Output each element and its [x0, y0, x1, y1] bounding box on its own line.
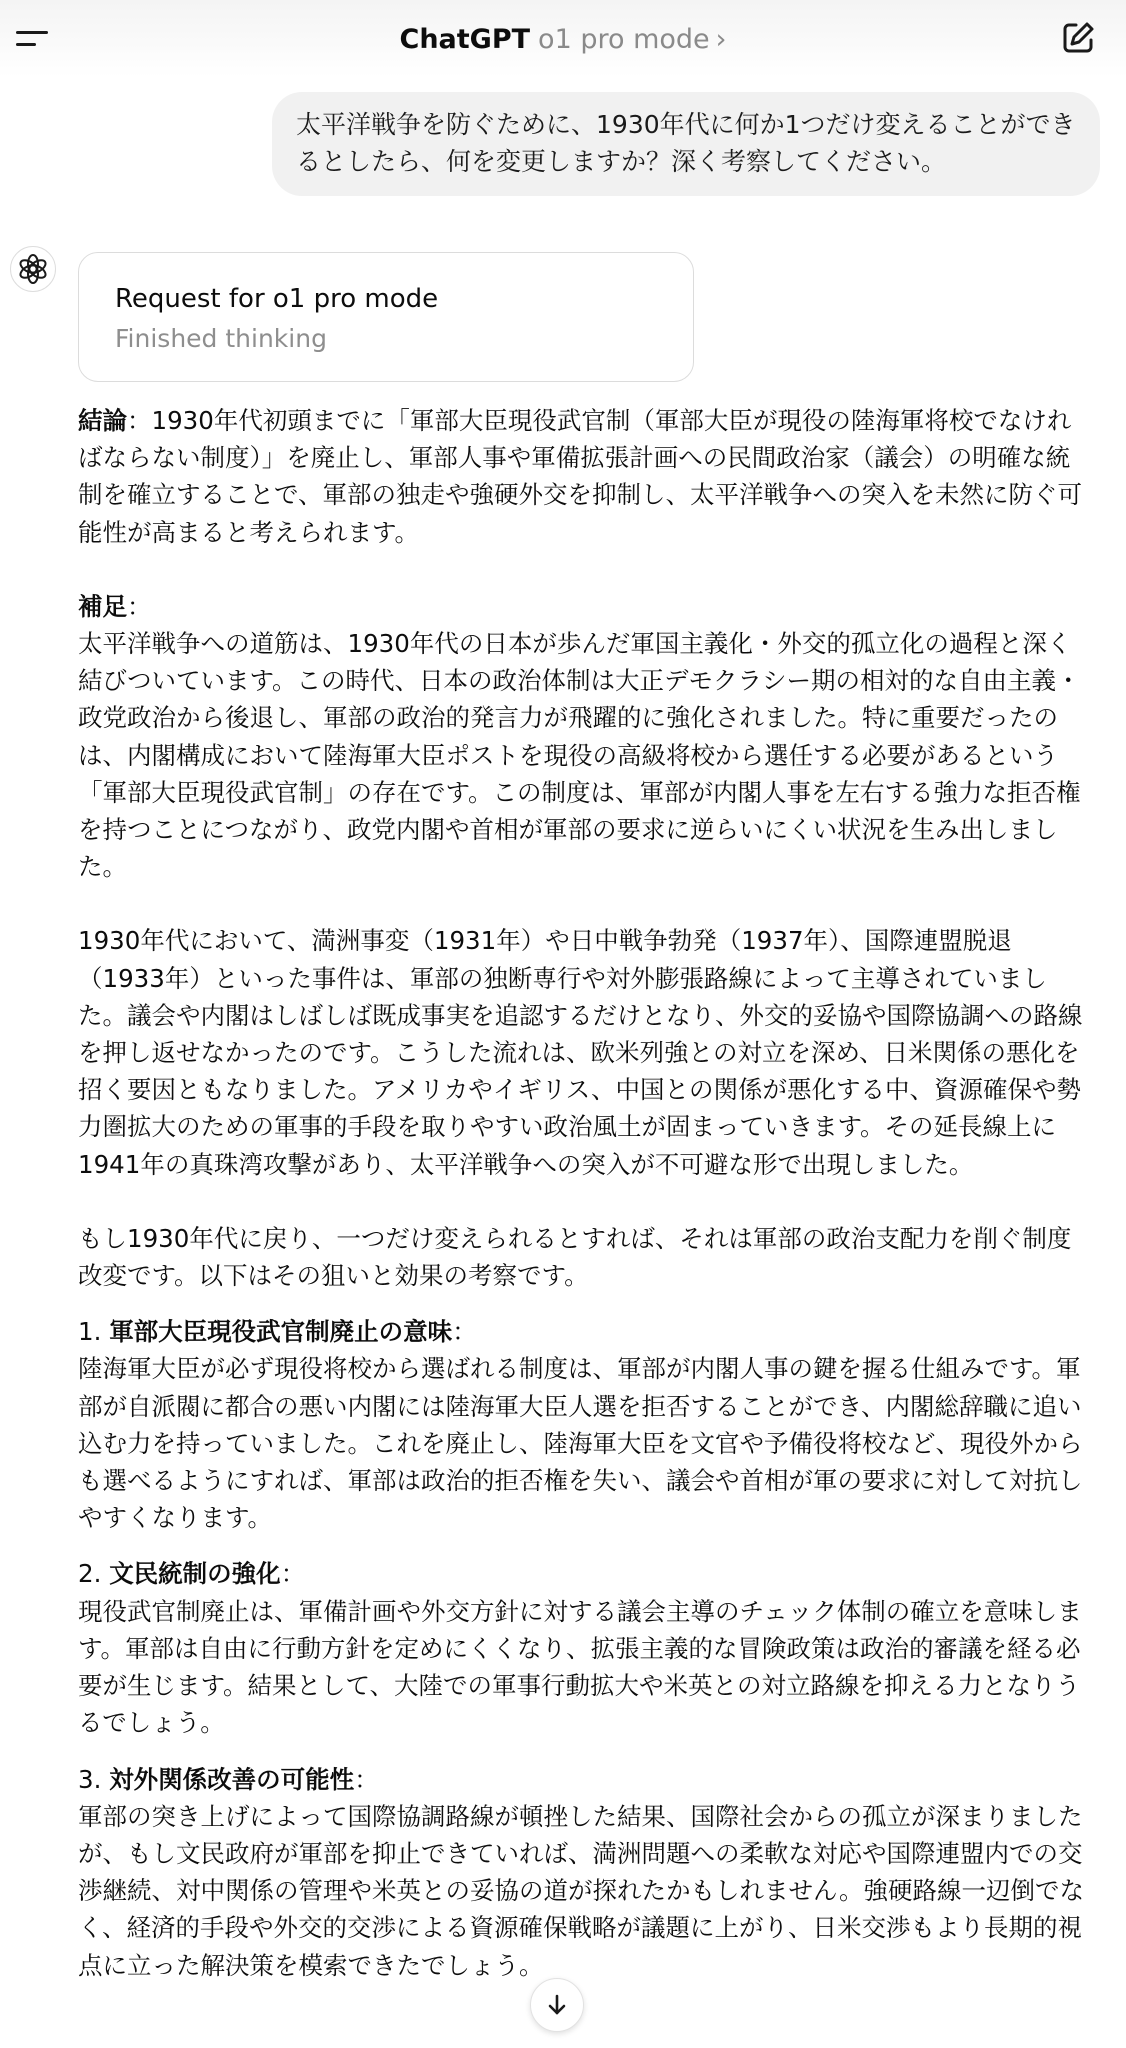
top-bar — [0, 0, 1126, 78]
thinking-status-card[interactable] — [78, 252, 694, 382]
model-mode-label: o1 pro mode — [538, 24, 710, 55]
item-2-body: 現役武官制廃止は、軍備計画や外交方針に対する議会主導のチェック体制の確立を意味します。軍部は自由に行動方針を定めにくくなり、拡張主義的な冒険政策は政治的審議を経る必要が生じます。結果として、大陸での軍事行動拡大や米英との対立路線を抑える力となりうるでしょう。 — [78, 1596, 1082, 1738]
item-3-title: 対外関係改善の可能性 — [109, 1764, 355, 1794]
user-message-bubble — [272, 92, 1100, 196]
item-2-heading — [78, 1555, 1088, 1592]
item-3-colon: ： — [354, 1764, 379, 1794]
conclusion-paragraph — [78, 402, 1088, 551]
openai-logo-icon — [18, 254, 48, 284]
arrow-down-icon — [544, 1992, 570, 2018]
user-message-text: 太平洋戦争を防ぐために、1930年代に何か1つだけ変えることができるとしたら、何を変更しますか？深く考察してください。 — [296, 110, 1076, 176]
paragraph-2: 1930年代において、満洲事変（1931年）や日中戦争勃発（1937年）、国際連盟脱退（1933年）といった事件は、軍部の独断専行や対外膨張路線によって主導されていました。議会や内閣はしばしば既成事実を追認するだけとなり、外交的妥協や国際協調への路線を押し返せなかったのです。こうした流れは、欧米列強との対立を深め、日米関係の悪化を招く要因ともなりました。アメリカやイギリス、中国との関係が悪化する中、資源確保や勢力圏拡大のための軍事的手段を取りやすい政治風土が固まっていきます。その延長線上に1941年の真珠湾攻撃があり、太平洋戦争への突入が不可避な形で出現しました。 — [78, 926, 1083, 1179]
model-selector[interactable] — [0, 20, 1126, 60]
chevron-right-icon: › — [715, 24, 727, 55]
supplement-heading — [78, 588, 1088, 625]
paragraph-3: もし1930年代に戻り、一つだけ変えられるとすれば、それは軍部の政治支配力を削ぐ制度改変です。以下はその狙いと効果の考察です。 — [78, 1223, 1072, 1291]
paragraph-1: 太平洋戦争への道筋は、1930年代の日本が歩んだ軍国主義化・外交的孤立化の過程と深く結びついています。この時代、日本の政治体制は大正デモクラシー期の相対的な自由主義・政党政治から後退し、軍部の政治的発言力が飛躍的に強化されました。特に重要だったのは、内閣構成において陸海軍大臣ポストを現役の高級将校から選任する必要があるという「軍部大臣現役武官制」の存在です。この制度は、軍部が内閣人事を左右する強力な拒否権を持つことにつながり、政党内閣や首相が軍部の要求に逆らいにくい状況を生み出しました。 — [78, 629, 1081, 882]
item-2-number: 2. — [78, 1559, 102, 1589]
assistant-response — [78, 402, 1088, 1984]
item-2-title: 文民統制の強化 — [109, 1559, 281, 1589]
item-1-title: 軍部大臣現役武官制廃止の意味 — [109, 1317, 453, 1347]
item-1-body: 陸海軍大臣が必ず現役将校から選ばれる制度は、軍部が内閣人事の鍵を握る仕組みです。軍部が自派閥に都合の悪い内閣には陸海軍大臣人選を拒否することができ、内閣総辞職に追い込む力を持っていました。これを廃止し、陸海軍大臣を文官や予備役将校など、現役外からも選べるようにすれば、軍部は政治的拒否権を失い、議会や首相が軍の要求に対して対抗しやすくなります。 — [78, 1354, 1083, 1533]
assistant-avatar — [10, 246, 56, 292]
conclusion-text: ：1930年代初頭までに「軍部大臣現役武官制（軍部大臣が現役の陸海軍将校でなければならない制度）」を廃止し、軍部人事や軍備拡張計画への民間政治家（議会）の明確な統制を確立することで、軍部の独走や強硬外交を抑制し、太平洋戦争への突入を未然に防ぐ可能性が高まると考えられます。 — [78, 406, 1083, 547]
thinking-card-status: Finished thinking — [115, 324, 327, 353]
thinking-card-title: Request for o1 pro mode — [115, 284, 439, 314]
item-1-colon: ： — [452, 1317, 477, 1347]
scroll-to-bottom-button[interactable] — [530, 1978, 584, 2032]
item-1-number: 1. — [78, 1317, 102, 1347]
supplement-colon: ： — [127, 591, 152, 621]
item-3-heading — [78, 1761, 1088, 1798]
new-chat-icon[interactable] — [1060, 20, 1096, 56]
supplement-label: 補足 — [78, 591, 127, 621]
item-3-body: 軍部の突き上げによって国際協調路線が頓挫した結果、国際社会からの孤立が深まりましたが、もし文民政府が軍部を抑止できていれば、満洲問題への柔軟な対応や国際連盟内での交渉継続、対中関係の管理や米英との妥協の道が探れたかもしれません。強硬路線一辺倒でなく、経済的手段や外交的交渉による資源確保戦略が議題に上がり、日米交渉もより長期的視点に立った解決策を模索できたでしょう。 — [78, 1801, 1084, 1980]
item-3-number: 3. — [78, 1764, 102, 1794]
item-1-heading — [78, 1313, 1088, 1350]
item-2-colon: ： — [280, 1559, 306, 1589]
conclusion-label: 結論 — [78, 406, 127, 435]
app-title: ChatGPT — [399, 24, 531, 55]
